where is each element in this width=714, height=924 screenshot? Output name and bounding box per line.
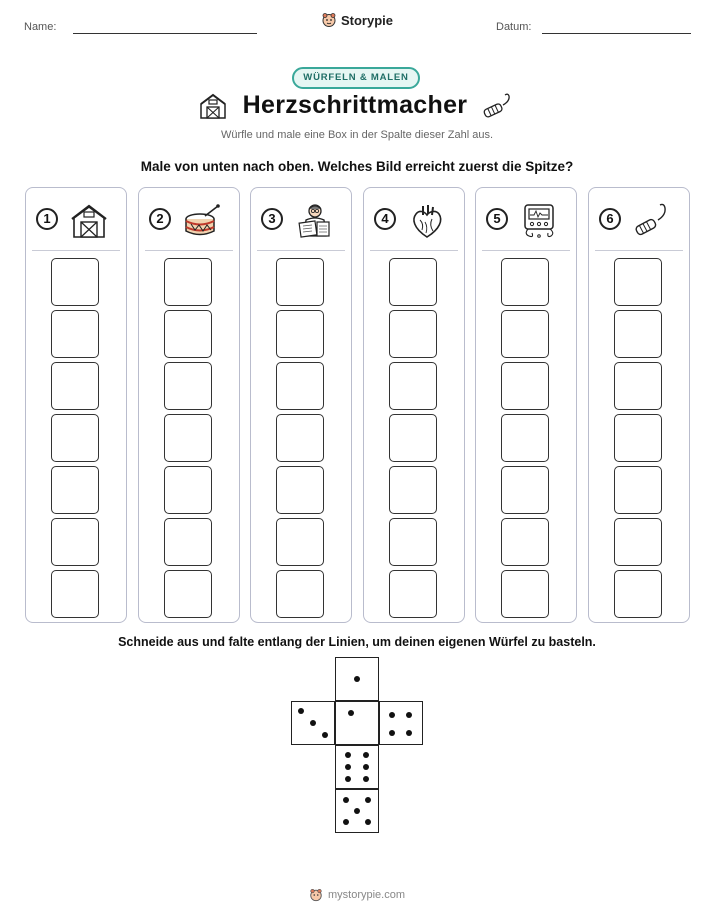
- color-box[interactable]: [389, 362, 437, 410]
- column-2: [138, 187, 240, 623]
- barn-icon: [70, 202, 108, 240]
- pip: [406, 730, 412, 736]
- color-box[interactable]: [501, 570, 549, 618]
- pacemaker-lead-icon: [482, 93, 516, 119]
- color-box[interactable]: [164, 466, 212, 514]
- color-box[interactable]: [51, 362, 99, 410]
- color-box[interactable]: [614, 518, 662, 566]
- pip: [389, 712, 395, 718]
- column-5: [475, 187, 577, 623]
- date-line[interactable]: [542, 33, 691, 34]
- column-divider: [32, 250, 120, 251]
- color-box[interactable]: [389, 518, 437, 566]
- name-label: Name:: [24, 21, 57, 33]
- monitor-device-icon: [520, 202, 558, 240]
- doctor-reading-icon: [295, 202, 333, 240]
- color-box[interactable]: [51, 310, 99, 358]
- activity-badge: WÜRFELN & MALEN: [292, 67, 420, 89]
- color-box[interactable]: [164, 414, 212, 462]
- color-box[interactable]: [614, 466, 662, 514]
- heart-icon: [408, 202, 446, 240]
- pip: [406, 712, 412, 718]
- cut-instruction: Schneide aus und falte entlang der Linien, um deinen eigenen Würfel zu basteln.: [118, 635, 596, 649]
- color-box[interactable]: [51, 466, 99, 514]
- name-line[interactable]: [73, 33, 257, 34]
- color-box[interactable]: [389, 570, 437, 618]
- die-face-3: [291, 701, 335, 745]
- column-header: [26, 188, 126, 250]
- color-box[interactable]: [276, 570, 324, 618]
- pip: [345, 776, 351, 782]
- footer-url[interactable]: mystorypie.com: [327, 889, 406, 901]
- column-number: 4: [374, 208, 396, 230]
- column-number: 1: [36, 208, 58, 230]
- die-face-5: [335, 789, 379, 833]
- pip: [354, 808, 360, 814]
- column-divider: [145, 250, 233, 251]
- color-box[interactable]: [389, 258, 437, 306]
- color-box[interactable]: [389, 466, 437, 514]
- pacemaker-lead-icon: [633, 202, 671, 240]
- column-divider: [370, 250, 458, 251]
- pip: [365, 797, 371, 803]
- color-box[interactable]: [501, 414, 549, 462]
- color-box[interactable]: [501, 466, 549, 514]
- color-box[interactable]: [501, 258, 549, 306]
- storypie-mascot-icon: [309, 888, 323, 902]
- pip: [298, 708, 304, 714]
- color-box[interactable]: [164, 258, 212, 306]
- color-box[interactable]: [164, 362, 212, 410]
- title-row: [0, 91, 714, 120]
- color-box[interactable]: [614, 258, 662, 306]
- color-box[interactable]: [51, 518, 99, 566]
- color-box[interactable]: [51, 570, 99, 618]
- column-header: [364, 188, 464, 250]
- pip: [345, 752, 351, 758]
- pip: [363, 764, 369, 770]
- color-box[interactable]: [389, 414, 437, 462]
- column-divider: [257, 250, 345, 251]
- column-3: [250, 187, 352, 623]
- column-number: 5: [486, 208, 508, 230]
- pip: [345, 764, 351, 770]
- color-box[interactable]: [276, 258, 324, 306]
- color-box[interactable]: [614, 310, 662, 358]
- subtitle: Würfle und male eine Box in der Spalte dieser Zahl aus.: [220, 129, 494, 141]
- footer: [0, 888, 714, 905]
- column-1: [25, 187, 127, 623]
- instruction: Male von unten nach oben. Welches Bild erreicht zuerst die Spitze?: [140, 159, 574, 174]
- page-title: Herzschrittmacher: [242, 91, 468, 119]
- color-box[interactable]: [51, 258, 99, 306]
- color-box[interactable]: [276, 518, 324, 566]
- color-box[interactable]: [276, 362, 324, 410]
- pip: [363, 752, 369, 758]
- die-face-1-center: [335, 701, 379, 745]
- brand-logo: [0, 12, 714, 33]
- die-face-4: [379, 701, 423, 745]
- die-face-6: [335, 745, 379, 789]
- color-box[interactable]: [389, 310, 437, 358]
- column-number: 2: [149, 208, 171, 230]
- color-box[interactable]: [276, 310, 324, 358]
- color-box[interactable]: [614, 570, 662, 618]
- pip: [365, 819, 371, 825]
- pip: [343, 797, 349, 803]
- color-box[interactable]: [501, 518, 549, 566]
- column-4: [363, 187, 465, 623]
- pip: [343, 819, 349, 825]
- color-box[interactable]: [164, 310, 212, 358]
- column-6: [588, 187, 690, 623]
- color-box[interactable]: [164, 518, 212, 566]
- color-box[interactable]: [501, 310, 549, 358]
- pip: [389, 730, 395, 736]
- die-face-1: [335, 657, 379, 701]
- brand-name: Storypie: [340, 12, 393, 28]
- date-label: Datum:: [496, 21, 532, 33]
- color-box[interactable]: [501, 362, 549, 410]
- column-number: 3: [261, 208, 283, 230]
- column-header: [139, 188, 239, 250]
- pip: [310, 720, 316, 726]
- color-box[interactable]: [614, 362, 662, 410]
- pip: [363, 776, 369, 782]
- pip: [354, 676, 360, 682]
- column-header: [476, 188, 576, 250]
- barn-icon: [198, 92, 228, 120]
- pip: [348, 710, 354, 716]
- pip: [322, 732, 328, 738]
- drum-icon: [183, 202, 221, 240]
- column-divider: [595, 250, 683, 251]
- color-box[interactable]: [51, 414, 99, 462]
- column-number: 6: [599, 208, 621, 230]
- column-header: [589, 188, 689, 250]
- color-box[interactable]: [276, 414, 324, 462]
- storypie-mascot-icon: [321, 12, 337, 28]
- column-header: [251, 188, 351, 250]
- color-box[interactable]: [164, 570, 212, 618]
- color-box[interactable]: [614, 414, 662, 462]
- column-divider: [482, 250, 570, 251]
- color-box[interactable]: [276, 466, 324, 514]
